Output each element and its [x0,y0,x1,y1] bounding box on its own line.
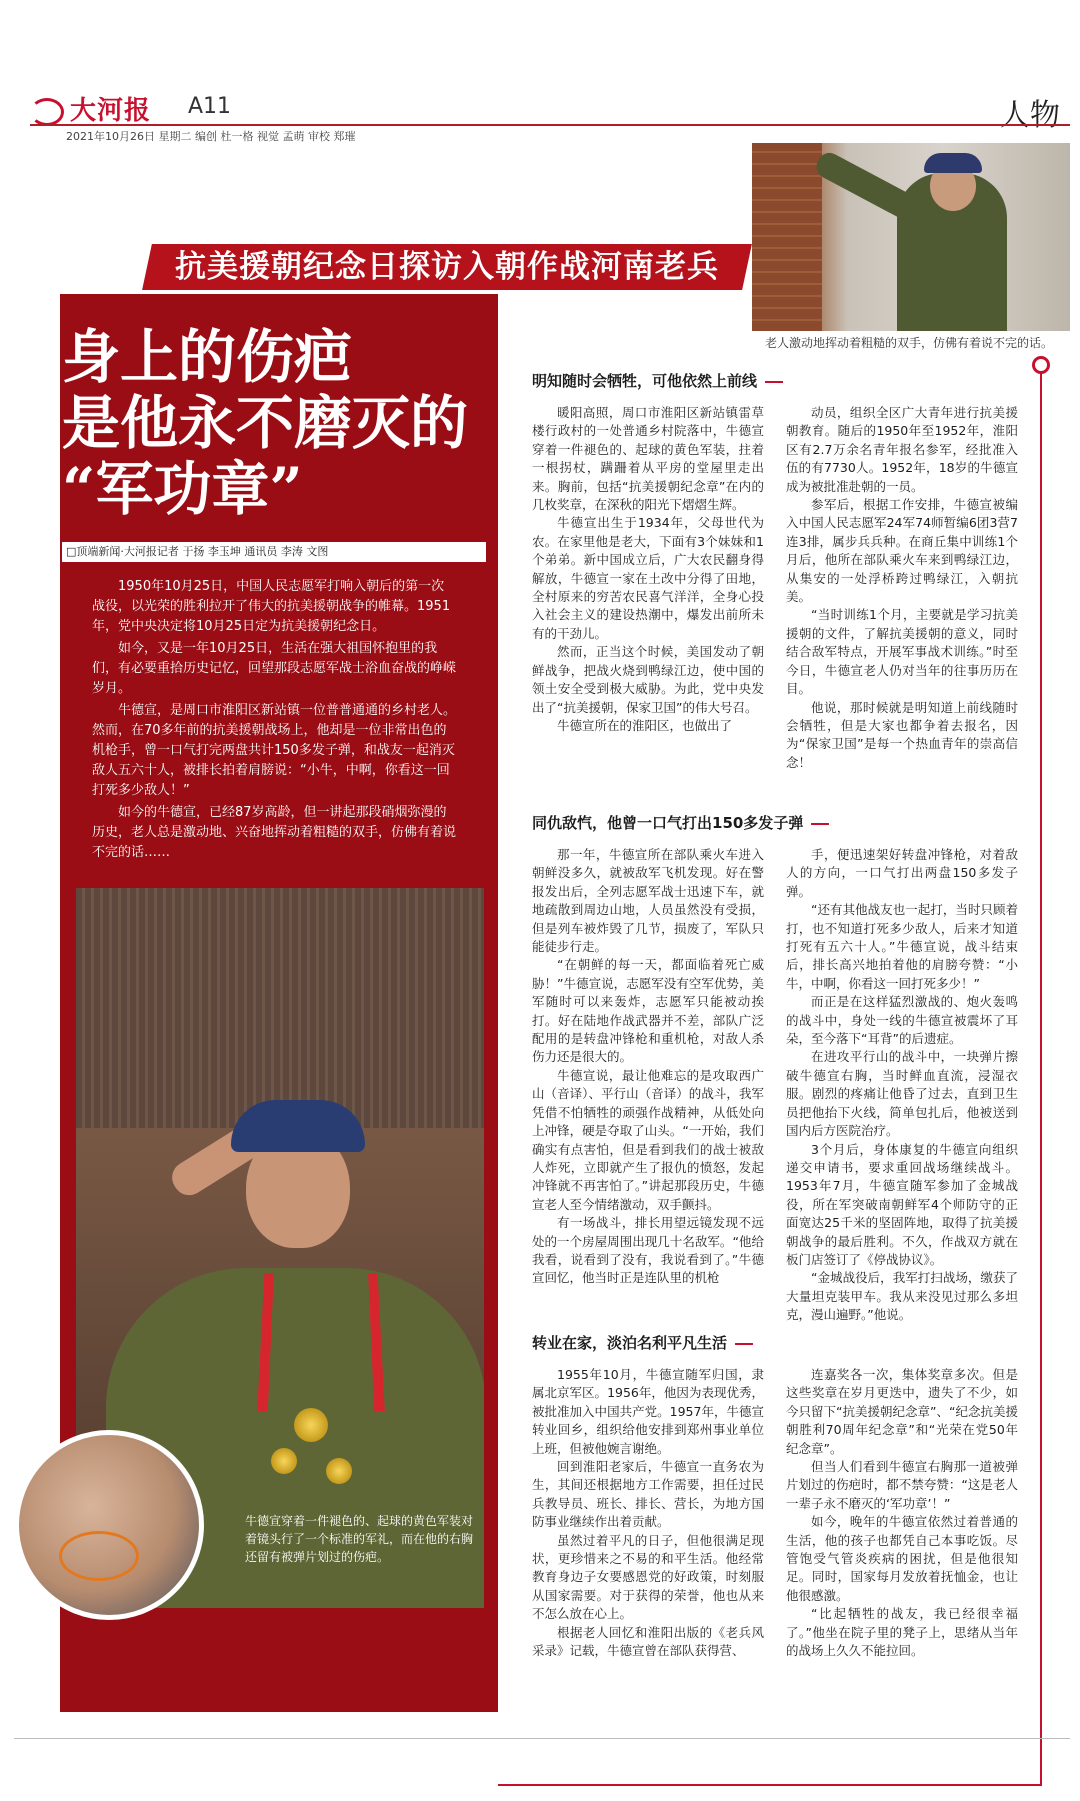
article-column [786,1366,1018,1661]
intro-paragraph: 如今的牛德宣，已经87岁高龄，但一讲起那段硝烟弥漫的历史，老人总是激动地、兴奋地挥动着粗糙的双手，仿佛有着说不完的话…… [92,805,457,860]
top-photo-caption: 老人激动地挥动着粗糙的双手，仿佛有着说不完的话。 [764,336,1053,350]
paragraph: 但当人们看到牛德宣右胸那一道被弹片划过的伤疤时，都不禁夸赞：“这是老人一辈子永不磨灭的‘军功章’！” [786,1459,1018,1511]
headline [62,324,502,522]
feature-banner [142,244,752,290]
byline: □顶端新闻·大河报记者 于扬 李玉坤 通讯员 李涛 文图 [62,542,486,562]
article-column [532,404,764,735]
banner-text: 抗美援朝纪念日探访入朝作战河南老兵 [175,249,719,285]
paragraph: 如今，晚年的牛德宣依然过着普通的生活，他的孩子也都凭自己本事吃饭。尽管饱受气管炎疾病的困扰，但是他很知足。同时，国家每月发放着抚恤金，也让他很感激。 [786,1514,1018,1603]
paragraph: 连嘉奖各一次，集体奖章多次。但是这些奖章在岁月更迭中，遗失了不少，如今只留下“抗美援朝纪念章”、“纪念抗美援朝胜利70周年纪念章”和“光荣在党50年纪念章”。 [786,1367,1018,1456]
raised-arm [812,149,921,224]
section-heading-text: 转业在家，淡泊名利平凡生活 [532,1334,728,1352]
heading-rule [765,381,783,383]
logo-text: 大河报 [70,96,152,126]
top-photo [752,143,1070,331]
section-heading [532,1332,753,1353]
intro-text [92,577,456,865]
brick-wall [752,143,822,331]
paragraph: 有一场战斗，排长用望远镜发现不远处的一个房屋周围出现几十名敌军。“他给我看，说看到了没有，我说看到了。”牛德宣回忆，他当时正是连队里的机枪 [532,1215,764,1286]
paragraph: 1955年10月，牛德宣随军归国，隶属北京军区。1956年，他因为表现优秀，被批准加入中国共产党。1957年，牛德宣转业回乡，组织给他安排到郑州事业单位上班，但被他婉言谢绝。 [532,1367,764,1456]
paragraph: 牛德宣出生于1934年，父母世代为农。在家里他是老大，下面有3个妹妹和1个弟弟。新中国成立后，广大农民翻身得解放，牛德宣一家在土改中分得了田地，全村原来的穷苦农民喜气洋洋，全身心投入社会主义的建设热潮中，爆发出前所未有的干劲儿。 [532,515,764,641]
paragraph: 手，便迅速架好转盘冲锋枪，对着敌人的方向，一口气打出两盘150多发子弹。 [786,847,1018,899]
headline-line-3: “军功章” [62,455,303,523]
section-heading-text: 明知随时会牺牲，可他依然上前线 [532,372,758,390]
logo-swirl-icon [30,98,64,126]
article-column [786,846,1018,1325]
intro-paragraph: 如今，又是一年10月25日，生活在强大祖国怀抱里的我们，有必要重拾历史记忆，回望那段志愿军战士浴血奋战的峥嵘岁月。 [92,641,457,696]
paragraph: “比起牺牲的战友，我已经很幸福了。”他坐在院子里的凳子上，思绪从当年的战场上久久不能拉回。 [786,1606,1018,1659]
page-number: A11 [188,94,232,119]
heading-rule [811,823,829,825]
heading-rule [735,1343,753,1345]
section-heading [532,370,783,391]
veteran-cap [924,153,982,173]
paragraph: 暖阳高照，周口市淮阳区新站镇雷草楼行政村的一处普通乡村院落中，牛德宣穿着一件褪色的、起球的黄色军装，拄着一根拐杖，蹒跚着从平房的堂屋里走出来。胸前，包括“抗美援朝纪念章”在内的几枚奖章，在深秋的阳光下熠熠生辉。 [532,405,764,513]
section-title: 人物 [1000,98,1060,133]
medal-icon [294,1408,328,1442]
paragraph: 回到淮阳老家后，牛德宣一直务农为生，其间还根据地方工作需要，担任过民兵教导员、班长、排长、营长，为地方国防事业继续作出着贡献。 [532,1459,764,1530]
paragraph: “当时训练1个月，主要就是学习抗美援朝的文件，了解抗美援朝的意义，同时结合敌军特点，开展军事战术训练。”时至今日，牛德宣老人仍对当年的往事历历在目。 [786,607,1018,697]
section-marker [1032,356,1050,374]
section-heading [532,812,829,833]
medal-icon [326,1458,352,1484]
paragraph: 在进攻平行山的战斗中，一块弹片擦破牛德宣右胸，当时鲜血直流，浸湿衣服。剧烈的疼痛让他昏了过去，直到卫生员把他抬下火线，简单包扎后，他被送到国内后方医院治疗。 [786,1049,1018,1139]
section-heading-text: 同仇敌忾，他曾一口气打出150多发子弹 [532,814,804,832]
paragraph: 牛德宣说，最让他难忘的是攻取西广山（音译）、平行山（音译）的战斗，我军凭借不怕牺牲的顽强作战精神，从低处向上冲锋，硬是夺取了山头。“一开始，我们确实有点害怕，但是看到我们的战士被敌人炸死，立即就产生了报仇的愤怒，发起冲锋就不再害怕了。”讲起那段历史，牛德宣老人至今情绪激动，双手颤抖。 [532,1067,764,1212]
paragraph: 牛德宣所在的淮阳区，也做出了 [557,717,733,733]
header-divider [30,124,1070,126]
main-photo-caption: 牛德宣穿着一件褪色的、起球的黄色军装对着镜头行了一个标准的军礼，而在他的右胸还留有被弹片划过的伤疤。 [245,1514,474,1564]
paragraph: “还有其他战友也一起打，当时只顾着打，也不知道打死多少敌人，后来才知道打死有五六十人。”牛德宣说，战斗结束后，排长高兴地拍着他的肩膀夸赞：“小牛，中啊，你看这一回打死多少！” [786,902,1018,991]
section-rule [1040,364,1042,1786]
paragraph: 而正是在这样猛烈激战的、炮火轰鸣的战斗中，身处一线的牛德宣被震坏了耳朵，至今落下“耳背”的后遗症。 [786,994,1018,1047]
medal-icon [271,1448,297,1474]
headline-line-2: 是他永不磨灭的 [62,389,469,457]
article-column [532,846,764,1288]
paragraph: 参军后，根据工作安排，牛德宣被编入中国人民志愿军24军74师暂编6团3营7连3排，属步兵兵种。在商丘集中训练1个月后，他所在部队乘火车来到鸭绿江边，从集安的一处浮桥跨过鸭绿江，入朝抗美。 [786,497,1018,605]
paragraph: “金城战役后，我军打扫战场，缴获了大量坦克装甲车。我从来没见过那么多坦克，漫山遍野。”他说。 [786,1270,1018,1323]
paragraph: 动员，组织全区广大青年进行抗美援朝教育。随后的1950年至1952年，淮阳区有2.7万余名青年报名参军，经批准入伍的有7730人。1952年，18岁的牛德宣成为被批准赴朝的一员。 [786,405,1018,494]
paragraph: 根据老人回忆和淮阳出版的《老兵风采录》记载，牛德宣曾在部队获得营、 [532,1624,764,1659]
curtain-background [76,888,484,1128]
scar-circle-marker [59,1531,139,1581]
scar-inset-photo [14,1430,204,1620]
military-cap [231,1100,365,1152]
newspaper-logo [30,90,151,127]
medal-ribbon [257,1273,385,1411]
intro-paragraph: 牛德宣，是周口市淮阳区新站镇一位普普通通的乡村老人。然而，在70多年前的抗美援朝战场上，他却是一位非常出色的机枪手，曾一口气打完两盘共计150多发子弹，和战友一起消灭敌人五六十人，被排长拍着肩膀说：“小牛，中啊，你看这一回打死多少敌人！” [92,703,457,798]
paragraph: 虽然过着平凡的日子，但他很满足现状，更珍惜来之不易的和平生活。他经常教育身边子女要感恩党的好政策，时刻服从国家需要。对于获得的荣誉，他也从来不怎么放在心上。 [532,1532,764,1622]
article-column [532,1366,764,1661]
paragraph: 3个月后，身体康复的牛德宣向组织递交申请书，要求重回战场继续战斗。1953年7月，牛德宣随军参加了金城战役，所在军突破南朝鲜军4个师防守的正面宽达25千米的坚固阵地，取得了抗美援朝战争的最后胜利。不久，作战双方就在板门店签订了《停战协议》。 [786,1141,1018,1267]
intro-paragraph: 1950年10月25日，中国人民志愿军打响入朝后的第一次战役，以光荣的胜利拉开了伟大的抗美援朝战争的帷幕。1951年，党中央决定将10月25日定为抗美援朝纪念日。 [92,579,451,634]
section-rule [498,1784,1042,1786]
paragraph: 那一年，牛德宣所在部队乘火车进入朝鲜没多久，就被敌军飞机发现。好在警报发出后，全列志愿军战士迅速下车，就地疏散到周边山地，人员虽然没有受损，但是列车被炸毁了几节，损废了，军队只能徒步行走。 [532,847,764,955]
headline-line-1: 身上的伤疤 [62,323,353,391]
paragraph: 然而，正当这个时候，美国发动了朝鲜战争，把战火烧到鸭绿江边，使中国的领土安全受到极大威胁。为此，党中央发出了“抗美援朝，保家卫国”的伟大号召。 [532,644,764,715]
article-column [786,404,1018,772]
paragraph: “在朝鲜的每一天，都面临着死亡威胁！”牛德宣说，志愿军没有空军优势，美军随时可以来轰炸，志愿军只能被动挨打。好在陆地作战武器并不差，部队广泛配用的是转盘冲锋枪和重机枪，对敌人杀伤力还是很大的。 [532,957,764,1065]
dateline: 2021年10月26日 星期二 编创 杜一格 视觉 孟萌 审校 郑璀 [66,130,356,143]
paragraph: 他说，那时候就是明知道上前线随时会牺牲，但是大家也都争着去报名，因为“保家卫国”是每一个热血青年的崇高信念！ [786,699,1018,770]
page-bottom-rule [14,1738,1070,1739]
